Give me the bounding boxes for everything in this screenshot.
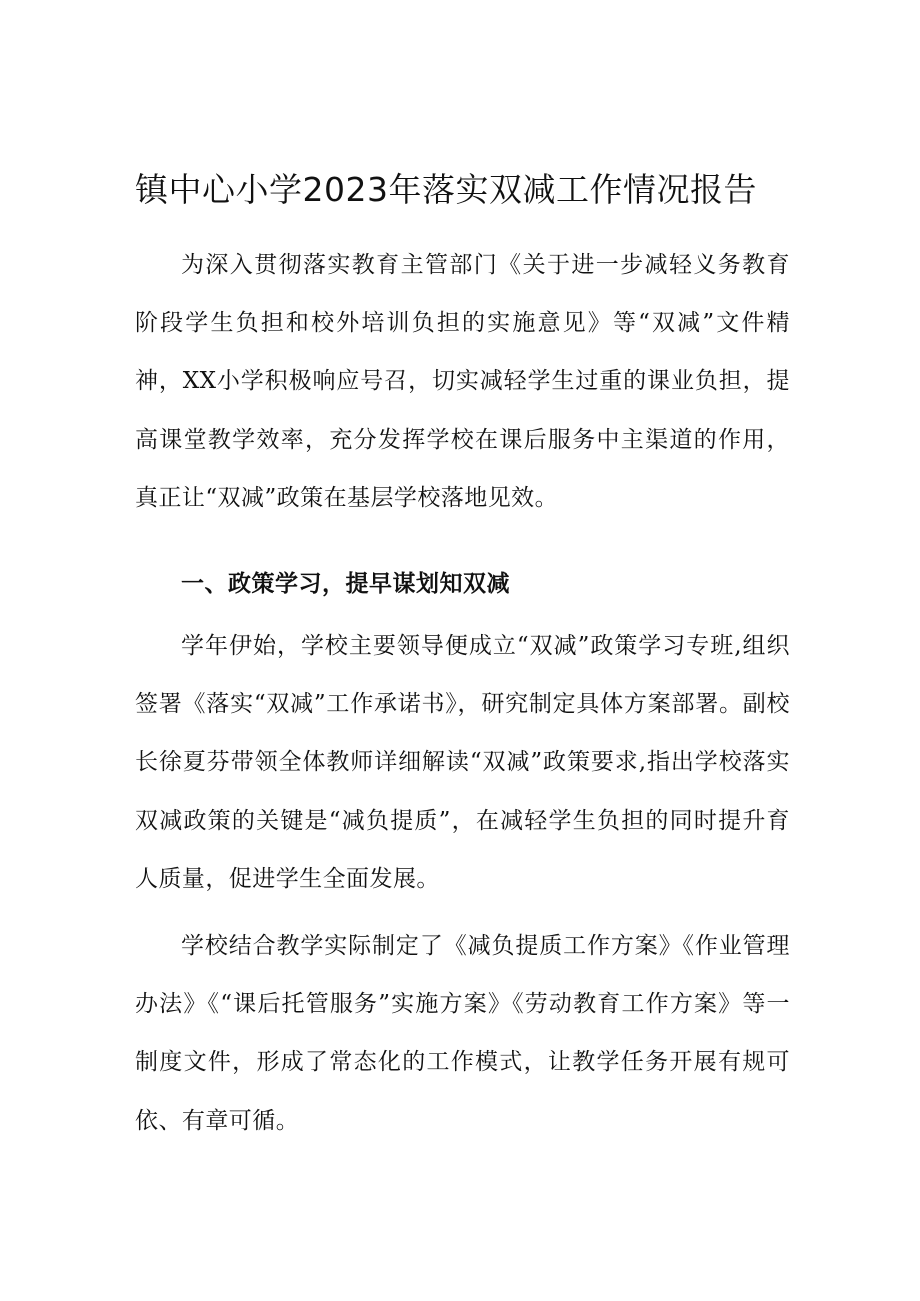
section-paragraph: 学校结合教学实际制定了《减负提质工作方案》《作业管理办法》《“课后托管服务”实施方案》《劳动教育工作方案》等一制度文件，形成了常态化的工作模式，让教学任务开展有规可依、有章可循。	[135, 933, 790, 1134]
section-heading: 一、政策学习，提早谋划知双减	[181, 571, 510, 597]
intro-paragraph: 为深入贯彻落实教育主管部门《关于进一步减轻义务教育阶段学生负担和校外培训负担的实施意见》等“双减”文件精神，XX小学积极响应号召，切实减轻学生过重的课业负担，提高课堂教学效率，充分发挥学校在课后服务中主渠道的作用，真正让“双减”政策在基层学校落地见效。	[135, 252, 790, 511]
section-paragraph: 学年伊始，学校主要领导便成立“双减”政策学习专班,组织签署《落实“双减”工作承诺书》，研究制定具体方案部署。副校长徐夏芬带领全体教师详细解读“双减”政策要求,指出学校落实双减政策的关键是“减负提质”，在减轻学生负担的同时提升育人质量，促进学生全面发展。	[135, 633, 790, 892]
document-title: 镇中心小学2023年落实双减工作情况报告	[135, 170, 757, 209]
